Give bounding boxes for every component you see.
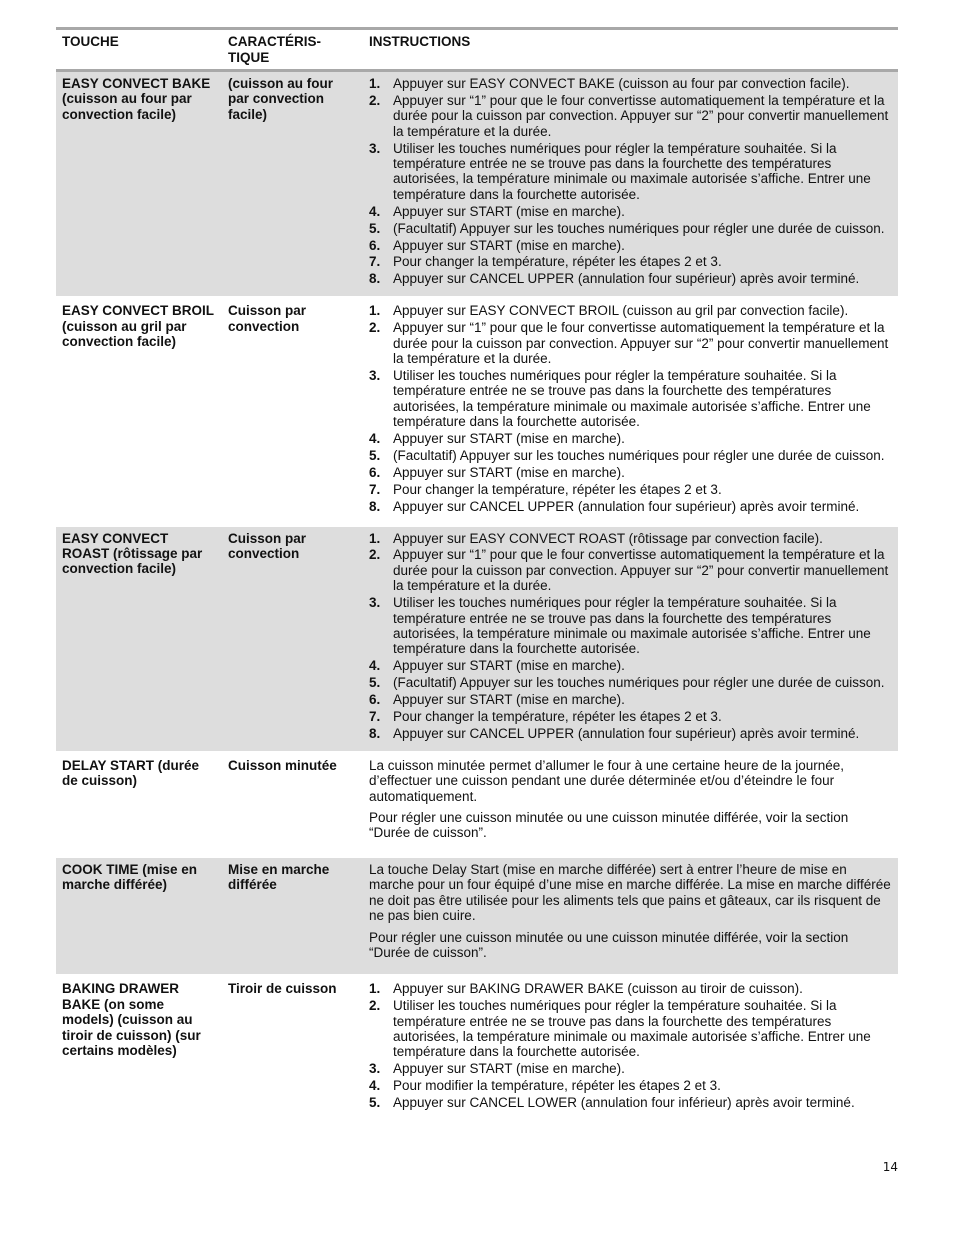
feature-cell: (cuisson au four par convection facile) [222, 71, 363, 297]
step-item [369, 1095, 892, 1110]
step-item [369, 709, 892, 724]
step-item [369, 692, 892, 707]
step-number: 6. [369, 464, 381, 480]
step-text: Appuyer sur START (mise en marche). [393, 431, 625, 447]
step-number: 7. [369, 481, 381, 497]
step-item [369, 238, 892, 253]
step-text: Appuyer sur START (mise en marche). [393, 1061, 625, 1077]
step-text: Utiliser les touches numériques pour régler la température souhaitée. Si la température entrée ne se trouve pas dans la fourchette des températures autorisées, la température minimale ou maximale autorisée s’affiche. Entrer une température dans la fourchette autorisée. [393, 367, 871, 430]
step-list [369, 76, 892, 287]
step-item [369, 320, 892, 366]
step-text: Appuyer sur EASY CONVECT BAKE (cuisson au four par convection facile). [393, 76, 850, 91]
step-text: (Facultatif) Appuyer sur les touches numériques pour régler une durée de cuisson. [393, 220, 885, 236]
table-row [56, 858, 898, 974]
step-item [369, 595, 892, 657]
step-number: 5. [369, 675, 381, 691]
step-number: 1. [369, 76, 381, 91]
step-list [369, 531, 892, 742]
step-text: Pour changer la température, répéter les étapes 2 et 3. [393, 709, 722, 725]
feature-cell: Tiroir de cuisson [228, 981, 337, 997]
step-text: Appuyer sur CANCEL UPPER (annulation four supérieur) après avoir terminé. [393, 725, 860, 741]
step-number: 7. [369, 709, 381, 725]
step-list [369, 981, 892, 1110]
step-number: 2. [369, 998, 381, 1014]
step-number: 3. [369, 367, 381, 383]
step-text: Appuyer sur “1” pour que le four convertisse automatiquement la température et la durée pour la cuisson par convection. Appuyer sur “2” pour convertir manuellement la température et la durée. [393, 547, 889, 594]
step-text: Appuyer sur EASY CONVECT BROIL (cuisson au gril par convection facile). [393, 303, 849, 319]
step-text: (Facultatif) Appuyer sur les touches numériques pour régler une durée de cuisson. [393, 447, 885, 463]
key-name-cell: EASY CONVECT ROAST (rôtissage par convection facile) [56, 527, 222, 751]
step-text: Appuyer sur START (mise en marche). [393, 237, 625, 253]
step-text: Utiliser les touches numériques pour régler la température souhaitée. Si la température entrée ne se trouve pas dans la fourchette des températures autorisées, la température minimale ou maximale autorisée s’affiche. Entrer une température dans la fourchette autorisée. [393, 595, 871, 657]
step-number: 6. [369, 692, 381, 708]
step-item [369, 531, 892, 546]
step-number: 4. [369, 658, 381, 674]
step-number: 3. [369, 1061, 381, 1077]
step-item [369, 981, 892, 996]
instruction-paragraph: Pour régler une cuisson minutée ou une cuisson minutée différée, voir la section “Durée de cuisson”. [369, 810, 849, 841]
step-item [369, 465, 892, 480]
step-item [369, 499, 892, 514]
instructions-cell [363, 71, 898, 297]
key-name-cell: COOK TIME (mise en marche différée) [56, 858, 222, 974]
table-row [56, 754, 898, 855]
step-number: 1. [369, 530, 381, 546]
step-text: Pour changer la température, répéter les étapes 2 et 3. [393, 254, 722, 270]
instructions-table [56, 27, 898, 1120]
step-text: Utiliser les touches numériques pour régler la température souhaitée. Si la température entrée ne se trouve pas dans la fourchette des températures autorisées, la température minimale ou maximale autorisée s’affiche. Entrer une température dans la fourchette autorisée. [393, 140, 871, 202]
table-body [56, 71, 898, 1121]
step-item [369, 221, 892, 236]
step-number: 4. [369, 431, 381, 447]
table-row [56, 527, 898, 751]
step-item [369, 93, 892, 139]
header-touche: TOUCHE [56, 29, 222, 71]
instructions-cell [363, 527, 898, 751]
table-header-row [56, 29, 898, 71]
step-item [369, 1061, 892, 1076]
step-number: 3. [369, 595, 381, 611]
feature-cell: Cuisson minutée [228, 757, 337, 773]
step-text: (Facultatif) Appuyer sur les touches numériques pour régler une durée de cuisson. [393, 675, 885, 691]
table-row [56, 977, 898, 1120]
step-text: Appuyer sur CANCEL UPPER (annulation four supérieur) après avoir terminé. [393, 271, 860, 287]
step-item [369, 998, 892, 1060]
instruction-paragraph: Pour régler une cuisson minutée ou une cuisson minutée différée, voir la section “Durée de cuisson”. [369, 929, 849, 960]
step-item [369, 271, 892, 286]
step-item [369, 204, 892, 219]
instruction-paragraph: La touche Delay Start (mise en marche différée) sert à entrer l’heure de mise en marche pour un four équipé d’une mise en marche différée. La mise en marche différée ne doit pas être utilisée pour les aliments tels que pains et gâteaux, car ils risquent de ne pas bien cuire. [369, 861, 891, 924]
instruction-paragraph: La cuisson minutée permet d’allumer le four à une certaine heure de la journée, d’effectuer une cuisson pendant une durée déterminée et/ou d’éteindre le four automatiquement. [369, 757, 845, 804]
step-item [369, 431, 892, 446]
step-number: 4. [369, 1078, 381, 1094]
step-text: Pour changer la température, répéter les étapes 2 et 3. [393, 481, 722, 497]
step-item [369, 254, 892, 269]
step-text: Appuyer sur CANCEL LOWER (annulation four inférieur) après avoir terminé. [393, 1095, 855, 1111]
step-item [369, 547, 892, 593]
header-instructions: INSTRUCTIONS [363, 29, 898, 71]
step-text: Appuyer sur BAKING DRAWER BAKE (cuisson au tiroir de cuisson). [393, 981, 803, 997]
header-caracteristique: CARACTÉRIS- TIQUE [222, 29, 363, 71]
step-item [369, 303, 892, 318]
feature-cell: Mise en marche différée [222, 858, 363, 974]
step-number: 5. [369, 447, 381, 463]
feature-cell: Cuisson par convection [228, 303, 307, 334]
step-number: 8. [369, 725, 381, 741]
step-list [369, 303, 892, 514]
step-number: 8. [369, 271, 381, 287]
page-number: 14 [882, 1160, 898, 1174]
instructions-cell [363, 754, 898, 855]
instructions-cell [363, 977, 898, 1120]
step-text: Appuyer sur CANCEL UPPER (annulation four supérieur) après avoir terminé. [393, 498, 860, 514]
table-row [56, 299, 898, 523]
step-item [369, 675, 892, 690]
step-number: 1. [369, 303, 381, 319]
step-number: 7. [369, 254, 381, 270]
step-item [369, 726, 892, 741]
table-row [56, 71, 898, 297]
step-number: 2. [369, 320, 381, 336]
step-number: 6. [369, 237, 381, 253]
step-item [369, 658, 892, 673]
step-number: 5. [369, 220, 381, 236]
step-text: Utiliser les touches numériques pour régler la température souhaitée. Si la température entrée ne se trouve pas dans la fourchette des températures autorisées, la température minimale ou maximale autorisée s’affiche. Entrer une température dans la fourchette autorisée. [393, 998, 871, 1060]
step-number: 4. [369, 203, 381, 219]
step-number: 5. [369, 1095, 381, 1111]
step-number: 2. [369, 547, 381, 563]
step-number: 2. [369, 92, 381, 108]
step-text: Appuyer sur START (mise en marche). [393, 692, 625, 708]
step-item [369, 368, 892, 430]
key-name-cell: DELAY START (durée de cuisson) [62, 757, 200, 789]
step-item [369, 1078, 892, 1093]
key-name-cell: EASY CONVECT BAKE (cuisson au four par convection facile) [56, 71, 222, 297]
instructions-cell [363, 858, 898, 974]
step-text: Pour modifier la température, répéter les étapes 2 et 3. [393, 1078, 721, 1094]
step-text: Appuyer sur START (mise en marche). [393, 203, 625, 219]
step-text: Appuyer sur “1” pour que le four convertisse automatiquement la température et la durée pour la cuisson par convection. Appuyer sur “2” pour convertir manuellement la température et la durée. [393, 320, 889, 366]
key-name-cell: BAKING DRAWER BAKE (on some models) (cuisson au tiroir de cuisson) (sur certains modèles) [62, 981, 201, 1058]
step-number: 3. [369, 140, 381, 156]
step-item [369, 482, 892, 497]
step-item [369, 141, 892, 203]
feature-cell: Cuisson par convection [222, 527, 363, 751]
step-item [369, 76, 892, 91]
step-number: 1. [369, 981, 381, 997]
step-text: Appuyer sur START (mise en marche). [393, 464, 625, 480]
step-item [369, 448, 892, 463]
step-text: Appuyer sur EASY CONVECT ROAST (rôtissage par convection facile). [393, 530, 823, 546]
instructions-cell [363, 299, 898, 523]
step-text: Appuyer sur START (mise en marche). [393, 658, 625, 674]
step-number: 8. [369, 498, 381, 514]
key-name-cell: EASY CONVECT BROIL (cuisson au gril par convection facile) [62, 303, 214, 350]
step-text: Appuyer sur “1” pour que le four convertisse automatiquement la température et la durée pour la cuisson par convection. Appuyer sur “2” pour convertir manuellement la température et la durée. [393, 92, 889, 139]
